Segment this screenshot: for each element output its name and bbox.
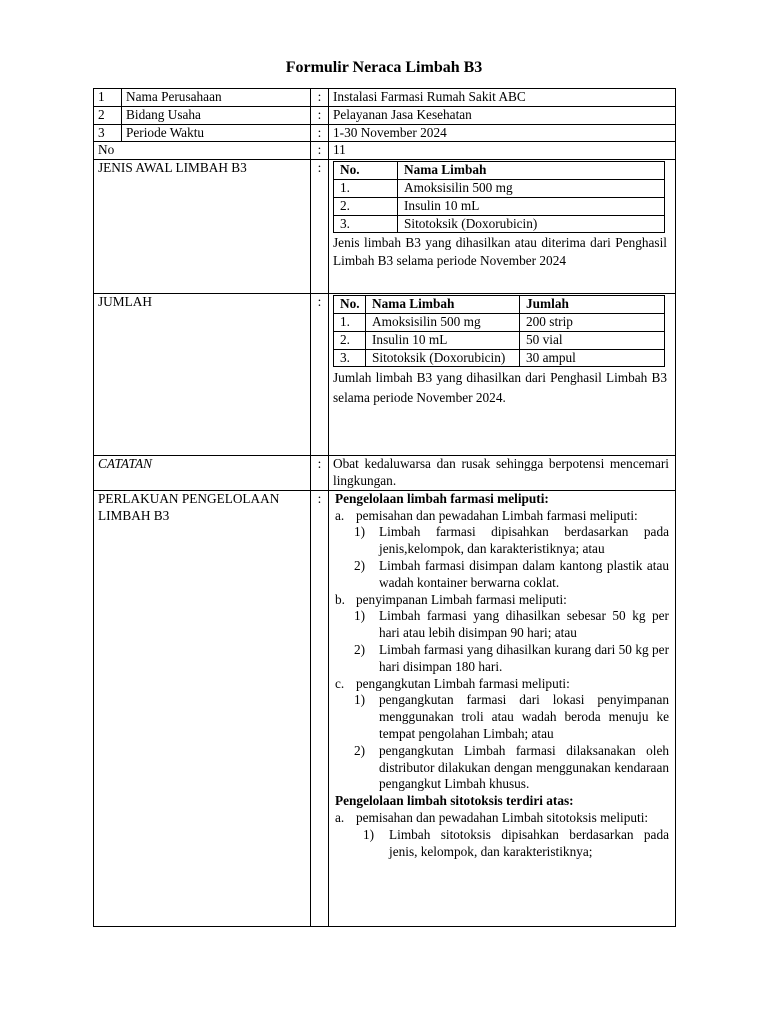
list-marker: c. [335, 675, 345, 691]
list-text: Limbah sitotoksis dipisahkan berdasarkan pada jenis, kelompok, dan karakteristiknya; [389, 826, 669, 859]
list-item [333, 508, 669, 525]
jenis-item-name: Amoksisilin 500 mg [398, 179, 665, 197]
perlakuan-content [329, 490, 676, 926]
table-row [334, 179, 665, 197]
jenis-header-row [334, 162, 665, 180]
jumlah-label: JUMLAH [94, 294, 311, 456]
table-row [334, 331, 665, 349]
jumlah-header-name: Nama Limbah [366, 296, 520, 314]
list-text: penyimpanan Limbah farmasi meliputi: [356, 591, 567, 607]
catatan-label: CATATAN [94, 456, 311, 491]
list-text: pemisahan dan pewadahan Limbah sitotoksis meliputi: [356, 809, 649, 825]
jumlah-item-name: Amoksisilin 500 mg [366, 313, 520, 331]
jumlah-header-no: No. [334, 296, 366, 314]
jenis-item-no: 3. [334, 215, 398, 233]
jenis-row [94, 160, 676, 294]
jumlah-item-name: Insulin 10 mL [366, 331, 520, 349]
list-item [333, 810, 669, 827]
list-item [333, 743, 669, 793]
jumlah-item-qty: 30 ampul [520, 349, 665, 367]
list-marker: 1) [354, 608, 366, 624]
jenis-item-no: 1. [334, 179, 398, 197]
list-item [333, 524, 669, 558]
row-number: 2 [94, 106, 122, 124]
jumlah-waste-table [333, 295, 665, 367]
no-label: No [94, 142, 311, 160]
row-number: 1 [94, 89, 122, 107]
colon: : [311, 456, 329, 491]
jenis-header-no: No. [334, 162, 398, 180]
jumlah-row [94, 294, 676, 456]
colon: : [311, 490, 329, 926]
jumlah-header-row [334, 296, 665, 314]
list-marker: 2) [354, 641, 366, 657]
sitotoksis-heading: Pengelolaan limbah sitotoksis terdiri atas: [335, 793, 574, 809]
colon: : [311, 294, 329, 456]
list-text: pengangkutan Limbah farmasi meliputi: [356, 675, 570, 691]
list-item [333, 642, 669, 676]
list-marker: 2) [354, 557, 366, 573]
jenis-note: Jenis limbah B3 yang dihasilkan atau diterima dari Penghasil Limbah B3 selama periode November 2024 [333, 235, 667, 269]
list-item [333, 608, 669, 642]
list-text: pengangkutan farmasi dari lokasi penyimpanan menggunakan troli atau wadah beroda menuju ke tempat pengolahan Limbah; atau [379, 692, 669, 741]
table-row [334, 313, 665, 331]
list-text: Limbah farmasi yang dihasilkan kurang dari 50 kg per hari disimpan 180 hari. [379, 641, 669, 674]
period-label: Periode Waktu [122, 124, 311, 142]
list-marker: a. [335, 507, 345, 523]
business-field-label: Bidang Usaha [122, 106, 311, 124]
catatan-row [94, 456, 676, 491]
jenis-label: JENIS AWAL LIMBAH B3 [94, 160, 311, 294]
no-value: 11 [329, 142, 676, 160]
table-row [334, 215, 665, 233]
jumlah-item-qty: 50 vial [520, 331, 665, 349]
jenis-header-name: Nama Limbah [398, 162, 665, 180]
colon: : [311, 89, 329, 107]
list-item [333, 558, 669, 592]
jenis-item-no: 2. [334, 197, 398, 215]
jumlah-item-name: Sitotoksik (Doxorubicin) [366, 349, 520, 367]
info-row-period [94, 124, 676, 142]
info-row-company [94, 89, 676, 107]
list-marker: b. [335, 591, 345, 607]
waste-balance-form-table [93, 88, 676, 927]
jumlah-item-no: 2. [334, 331, 366, 349]
business-field-value: Pelayanan Jasa Kesehatan [329, 106, 676, 124]
list-item [333, 592, 669, 609]
company-name-value: Instalasi Farmasi Rumah Sakit ABC [329, 89, 676, 107]
colon: : [311, 106, 329, 124]
list-marker: a. [335, 809, 345, 825]
company-name-label: Nama Perusahaan [122, 89, 311, 107]
jumlah-item-no: 3. [334, 349, 366, 367]
list-item [333, 676, 669, 693]
jumlah-header-qty: Jumlah [520, 296, 665, 314]
list-text: pengangkutan Limbah farmasi dilaksanakan oleh distributor dilakukan dengan menggunakan kendaraan pengangkut Limbah khusus. [379, 742, 669, 792]
list-marker: 2) [354, 742, 366, 758]
info-row-business [94, 106, 676, 124]
jumlah-note: Jumlah limbah B3 yang dihasilkan dari Penghasil Limbah B3 selama periode November 2024. [333, 370, 667, 406]
jumlah-item-qty: 200 strip [520, 313, 665, 331]
perlakuan-label: PERLAKUAN PENGELOLAAN LIMBAH B3 [94, 490, 311, 926]
perlakuan-row [94, 490, 676, 926]
row-number: 3 [94, 124, 122, 142]
jenis-item-name: Insulin 10 mL [398, 197, 665, 215]
list-text: pemisahan dan pewadahan Limbah farmasi meliputi: [356, 507, 638, 523]
jenis-item-name: Sitotoksik (Doxorubicin) [398, 215, 665, 233]
table-row [334, 349, 665, 367]
catatan-value: Obat kedaluwarsa dan rusak sehingga berpotensi mencemari lingkungan. [329, 456, 676, 491]
list-text: Limbah farmasi yang dihasilkan sebesar 50 kg per hari atau lebih disimpan 90 hari; atau [379, 608, 669, 641]
colon: : [311, 124, 329, 142]
farmasi-heading: Pengelolaan limbah farmasi meliputi: [335, 490, 549, 506]
list-item [333, 827, 669, 861]
table-row [334, 197, 665, 215]
form-title: Formulir Neraca Limbah B3 [285, 59, 483, 76]
colon: : [311, 160, 329, 294]
list-text: Limbah farmasi dipisahkan berdasarkan pada jenis,kelompok, dan karakteristiknya; atau [379, 524, 669, 557]
no-row [94, 142, 676, 160]
list-text: Limbah farmasi disimpan dalam kantong plastik atau wadah kontainer berwarna coklat. [379, 557, 669, 590]
jenis-waste-table [333, 161, 665, 233]
colon: : [311, 142, 329, 160]
list-marker: 1) [363, 826, 375, 842]
list-marker: 1) [354, 692, 366, 708]
list-item [333, 692, 669, 742]
jumlah-item-no: 1. [334, 313, 366, 331]
list-marker: 1) [354, 524, 366, 540]
period-value: 1-30 November 2024 [329, 124, 676, 142]
